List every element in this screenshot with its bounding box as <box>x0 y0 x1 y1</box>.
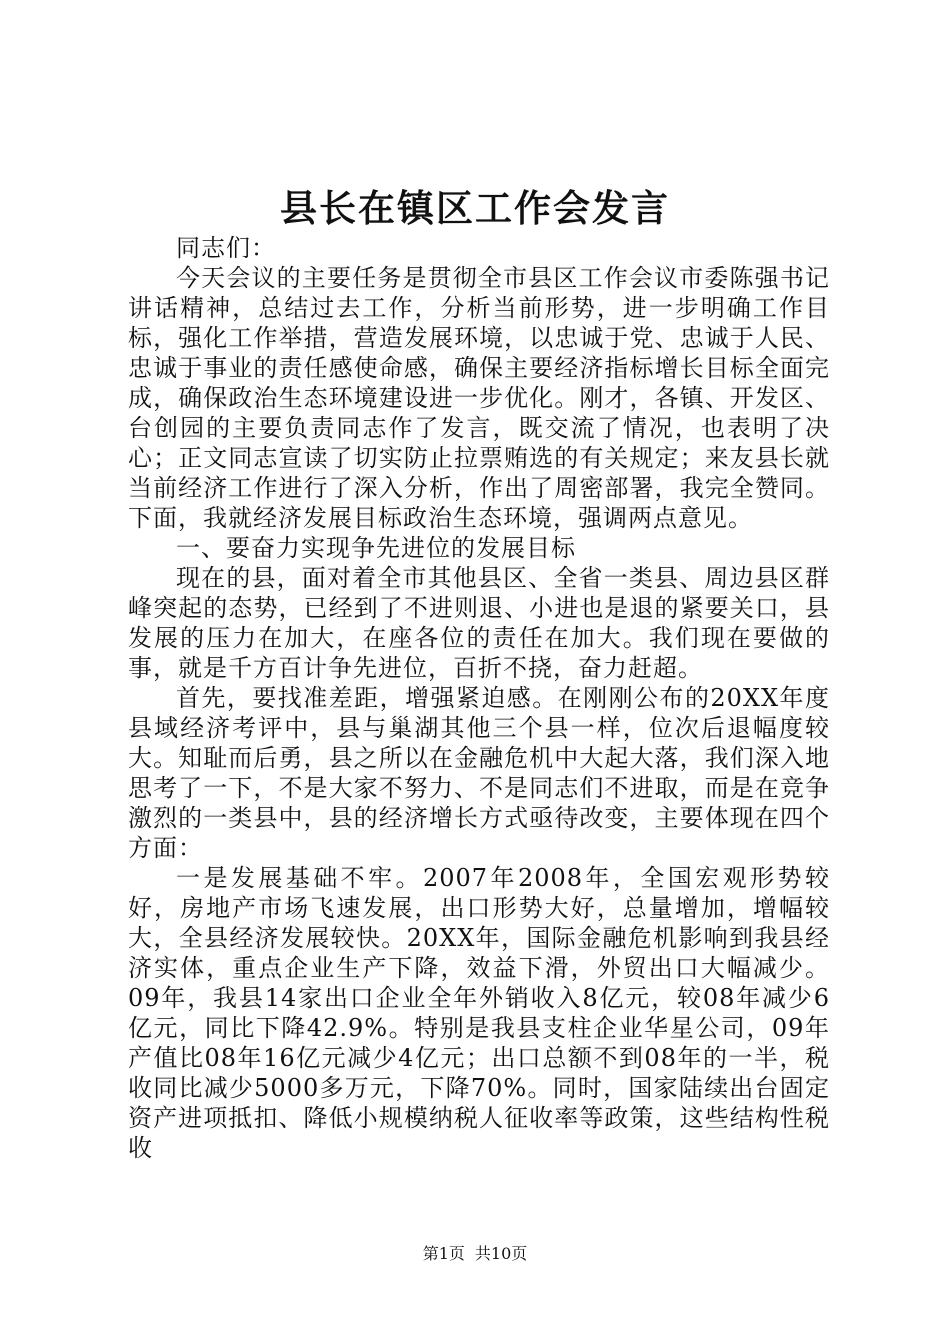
page-footer <box>0 1243 950 1265</box>
salutation-paragraph: 同志们： <box>176 234 276 262</box>
document-body <box>128 233 830 1163</box>
document-title: 县长在镇区工作会发言 <box>280 186 670 230</box>
section-heading: 一、要奋力实现争先进位的发展目标 <box>176 534 576 562</box>
body-paragraph: 现在的县，面对着全市其他县区、全省一类县、周边县区群峰突起的态势，已经到了不进则退、小进也是退的紧要关口，县发展的压力在加大，在座各位的责任在加大。我们现在要做的事，就是千方百计争先进位，百折不挠，奋力赶超。 <box>128 564 830 682</box>
body-paragraph: 今天会议的主要任务是贯彻全市县区工作会议市委陈强书记讲话精神，总结过去工作，分析当前形势，进一步明确工作目标，强化工作举措，营造发展环境，以忠诚于党、忠诚于人民、忠诚于事业的责任感使命感，确保主要经济指标增长目标全面完成，确保政治生态环境建设进一步优化。刚才，各镇、开发区、台创园的主要负责同志作了发言，既交流了情况，也表明了决心；正文同志宣读了切实防止拉票贿选的有关规定；来友县长就当前经济工作进行了深入分析，作出了周密部署，我完全赞同。下面，我就经济发展目标政治生态环境，强调两点意见。 <box>128 264 830 532</box>
body-paragraph: 首先，要找准差距，增强紧迫感。在刚刚公布的20XX年度县域经济考评中，县与巢湖其他三个县一样，位次后退幅度较大。知耻而后勇，县之所以在金融危机中大起大落，我们深入地思考了一下，不是大家不努力、不是同志们不进取，而是在竞争激烈的一类县中，县的经济增长方式亟待改变，主要体现在四个方面： <box>128 684 830 862</box>
body-paragraph: 一是发展基础不牢。2007年2008年，全国宏观形势较好，房地产市场飞速发展，出口形势大好，总量增加，增幅较大，全县经济发展较快。20XX年，国际金融危机影响到我县经济实体，重点企业生产下降，效益下滑，外贸出口大幅减少。09年，我县14家出口企业全年外销收入8亿元，较08年减少6亿元，同比下降42.9%。特别是我县支柱企业华星公司，09年产值比08年16亿元减少4亿元；出口总额不到08年的一半，税收同比减少5000多万元，下降70%。同时，国家陆续出台固定资产进项抵扣、降低小规模纳税人征收率等政策，这些结构性税收 <box>128 864 830 1162</box>
page-number: 第1页 <box>422 1244 465 1263</box>
page-total: 共10页 <box>474 1244 528 1263</box>
